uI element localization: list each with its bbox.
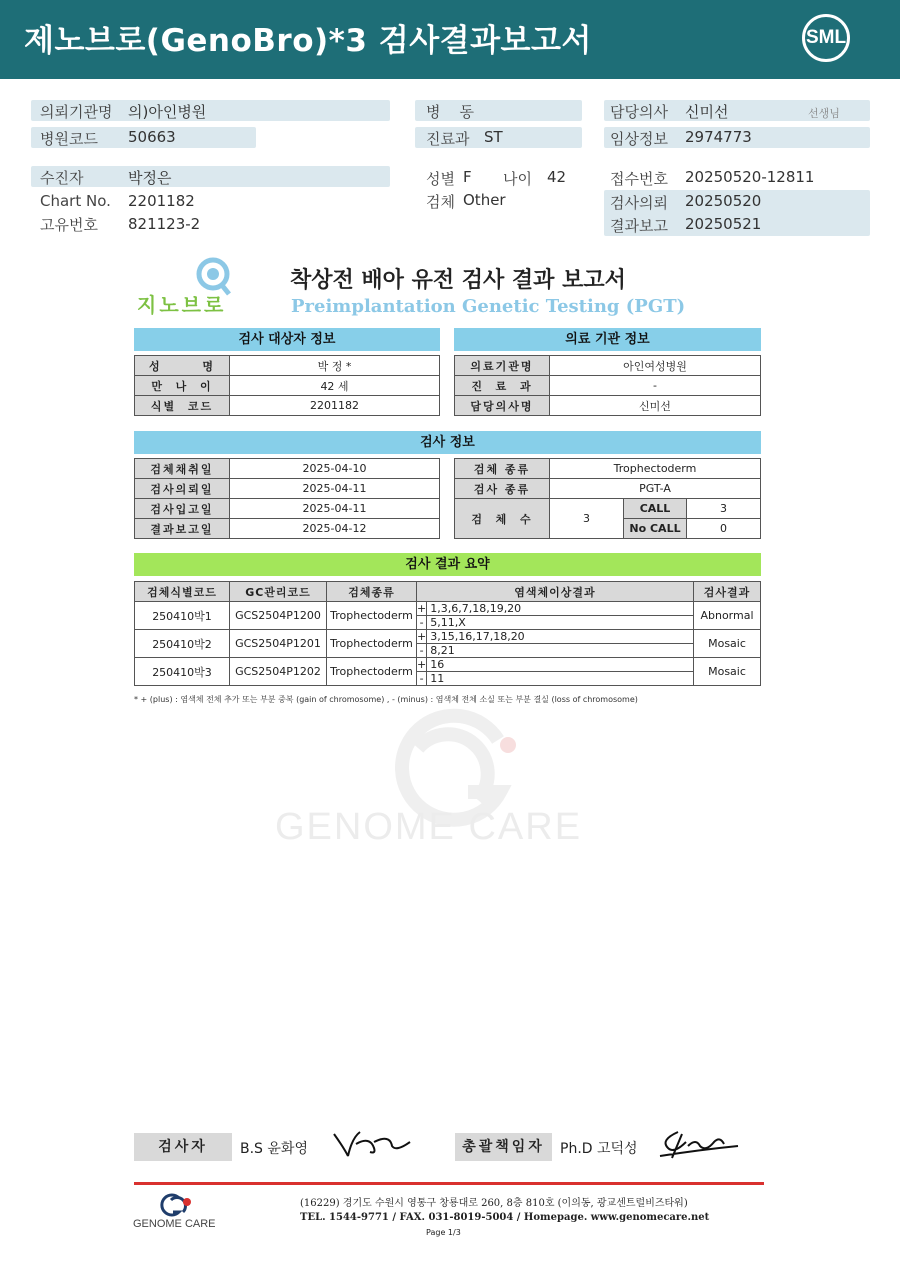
summary-header-result: 검사결과 <box>694 582 761 602</box>
count-value: 3 <box>550 499 624 539</box>
specimen-value: Other <box>463 191 506 209</box>
page-title: 제노브로(GenoBro)*3 검사결과보고서 <box>24 23 592 59</box>
legend-note: * + (plus) : 염색체 전체 추가 또는 부분 중복 (gain of chromosome) , - (minus) : 염색체 전체 소실 또는 부분 결실 (loss of chromosome) <box>134 695 638 704</box>
plus-sign: + <box>417 658 427 671</box>
ward-label: 병 동 <box>426 103 475 121</box>
footer-address <box>300 1197 709 1225</box>
inst-name: 아인여성병원 <box>550 356 761 376</box>
hospital-code-value: 50663 <box>128 128 176 146</box>
request-date: 2025-04-11 <box>230 479 440 499</box>
tester-signature-icon <box>330 1128 412 1160</box>
specimen-label: 검체 <box>426 193 455 211</box>
count-label: 검 체 수 <box>455 499 550 539</box>
inst-name-label: 의료기관명 <box>455 356 550 376</box>
id-value: 821123-2 <box>128 215 201 233</box>
receive-label: 검사입고일 <box>135 499 230 519</box>
table-row <box>135 658 761 672</box>
sample-code: 250410박1 <box>135 602 230 630</box>
subject-name: 박 정 * <box>230 356 440 376</box>
call-value: 3 <box>687 499 761 519</box>
chart-value: 2201182 <box>128 192 195 210</box>
age-label: 나이 <box>503 170 532 188</box>
director-name: Ph.D 고덕성 <box>560 1141 638 1157</box>
gc-code: GCS2504P1201 <box>230 630 327 658</box>
gc-code: GCS2504P1200 <box>230 602 327 630</box>
inst-dept-label: 진 료 과 <box>455 376 550 396</box>
contact-line: TEL. 1544-9771 / FAX. 031-8019-5004 / Homepage. www.genomecare.net <box>300 1212 710 1223</box>
name-label: 수진자 <box>40 169 84 187</box>
sample-code: 250410박3 <box>135 658 230 686</box>
request-value: 20250520 <box>685 192 762 210</box>
sex-label: 성별 <box>426 170 455 188</box>
doctor-suffix: 선생님 <box>808 107 840 120</box>
test-type-label: 검사 종류 <box>455 479 550 499</box>
institution-table <box>454 355 761 416</box>
inst-doctor: 신미선 <box>550 396 761 416</box>
subject-age-label: 만 나 이 <box>135 376 230 396</box>
name-value: 박정은 <box>128 169 172 187</box>
dept-label: 진료과 <box>426 130 470 148</box>
receive-date: 2025-04-11 <box>230 499 440 519</box>
subject-age: 42 세 <box>230 376 440 396</box>
summary-header-code: 검체식별코드 <box>135 582 230 602</box>
summary-header-chromosome: 염색체이상결과 <box>417 582 694 602</box>
summary-header-type: 검체종류 <box>327 582 417 602</box>
doctor-value: 신미선 <box>685 103 729 121</box>
test-dates-table <box>134 458 440 539</box>
request-date-label: 검사의뢰일 <box>135 479 230 499</box>
minus-sign: - <box>417 644 427 658</box>
watermark-text: GENOME CARE <box>275 806 583 848</box>
institution-label: 의뢰기관명 <box>40 103 113 121</box>
test-result: Mosaic <box>694 630 761 658</box>
test-type-table <box>454 458 761 539</box>
sample-type: Trophectoderm <box>327 630 417 658</box>
report-title: 착상전 배아 유전 검사 결과 보고서 <box>290 268 626 293</box>
subject-table <box>134 355 440 416</box>
footer-logo-text: GENOME CARE <box>133 1218 216 1230</box>
summary-header-gc: GC관리코드 <box>230 582 327 602</box>
plus-sign: + <box>417 602 427 615</box>
loss-chromosomes: 8,21 <box>427 644 694 658</box>
institution-section-header: 의료 기관 정보 <box>454 328 761 351</box>
receipt-label: 접수번호 <box>610 170 668 188</box>
loss-chromosomes: 11 <box>427 672 694 686</box>
footer-divider <box>134 1182 764 1185</box>
loss-chromosomes: 5,11,X <box>427 616 694 630</box>
specimen-type: Trophectoderm <box>550 459 761 479</box>
clinical-value: 2974773 <box>685 128 752 146</box>
tester-name: B.S 윤화영 <box>240 1141 308 1157</box>
sample-type: Trophectoderm <box>327 658 417 686</box>
report-value: 20250521 <box>685 215 762 233</box>
genome-care-logo-icon <box>155 1192 197 1218</box>
test-result: Abnormal <box>694 602 761 630</box>
page-number: Page 1/3 <box>426 1228 461 1237</box>
collect-date: 2025-04-10 <box>230 459 440 479</box>
nocall-value: 0 <box>687 519 761 539</box>
doctor-label: 담당의사 <box>610 103 668 121</box>
id-label: 고유번호 <box>40 216 98 234</box>
gain-chromosomes: 16 <box>427 658 694 672</box>
sml-logo: SML <box>802 14 850 62</box>
genobro-logo-text: 지노브로 <box>137 293 227 317</box>
director-signature-icon <box>658 1124 740 1162</box>
hospital-code-label: 병원코드 <box>40 130 98 148</box>
dept-value: ST <box>484 128 503 146</box>
inst-dept: - <box>550 376 761 396</box>
test-section-header: 검사 정보 <box>134 431 761 454</box>
institution-value: 의)아인병원 <box>128 103 207 121</box>
age-value: 42 <box>547 168 567 186</box>
plus-sign: + <box>417 630 427 643</box>
subject-name-label: 성 명 <box>135 356 230 376</box>
report-label: 결과보고 <box>610 217 668 235</box>
report-subtitle: Preimplantation Genetic Testing (PGT) <box>291 296 686 317</box>
gain-chromosomes: 1,3,6,7,18,19,20 <box>427 602 694 616</box>
table-row <box>135 630 761 644</box>
nocall-label: No CALL <box>624 519 687 539</box>
report-date: 2025-04-12 <box>230 519 440 539</box>
specimen-type-label: 검체 종류 <box>455 459 550 479</box>
summary-table <box>134 581 761 686</box>
collect-label: 검체채취일 <box>135 459 230 479</box>
gc-code: GCS2504P1202 <box>230 658 327 686</box>
header-bar <box>0 0 900 79</box>
director-label: 총괄책임자 <box>455 1133 552 1161</box>
report-date-label: 결과보고일 <box>135 519 230 539</box>
subject-code-label: 식별 코드 <box>135 396 230 416</box>
name-bar <box>31 166 390 187</box>
call-label: CALL <box>624 499 687 519</box>
tester-label: 검사자 <box>134 1133 232 1161</box>
sex-value: F <box>463 168 472 186</box>
clinical-label: 임상정보 <box>610 130 668 148</box>
inst-doctor-label: 담당의사명 <box>455 396 550 416</box>
subject-section-header: 검사 대상자 정보 <box>134 328 440 351</box>
test-result: Mosaic <box>694 658 761 686</box>
table-row <box>135 602 761 616</box>
sample-type: Trophectoderm <box>327 602 417 630</box>
summary-section-header: 검사 결과 요약 <box>134 553 761 576</box>
request-label: 검사의뢰 <box>610 194 668 212</box>
test-type: PGT-A <box>550 479 761 499</box>
address-line: (16229) 경기도 수원시 영통구 창룡대로 260, 8층 810호 (이의동, 광교센트럴비즈타워) <box>300 1198 688 1209</box>
sample-code: 250410박2 <box>135 630 230 658</box>
gain-chromosomes: 3,15,16,17,18,20 <box>427 630 694 644</box>
minus-sign: - <box>417 672 427 686</box>
minus-sign: - <box>417 616 427 630</box>
receipt-value: 20250520-12811 <box>685 168 815 186</box>
subject-code: 2201182 <box>230 396 440 416</box>
chart-label: Chart No. <box>40 192 111 210</box>
